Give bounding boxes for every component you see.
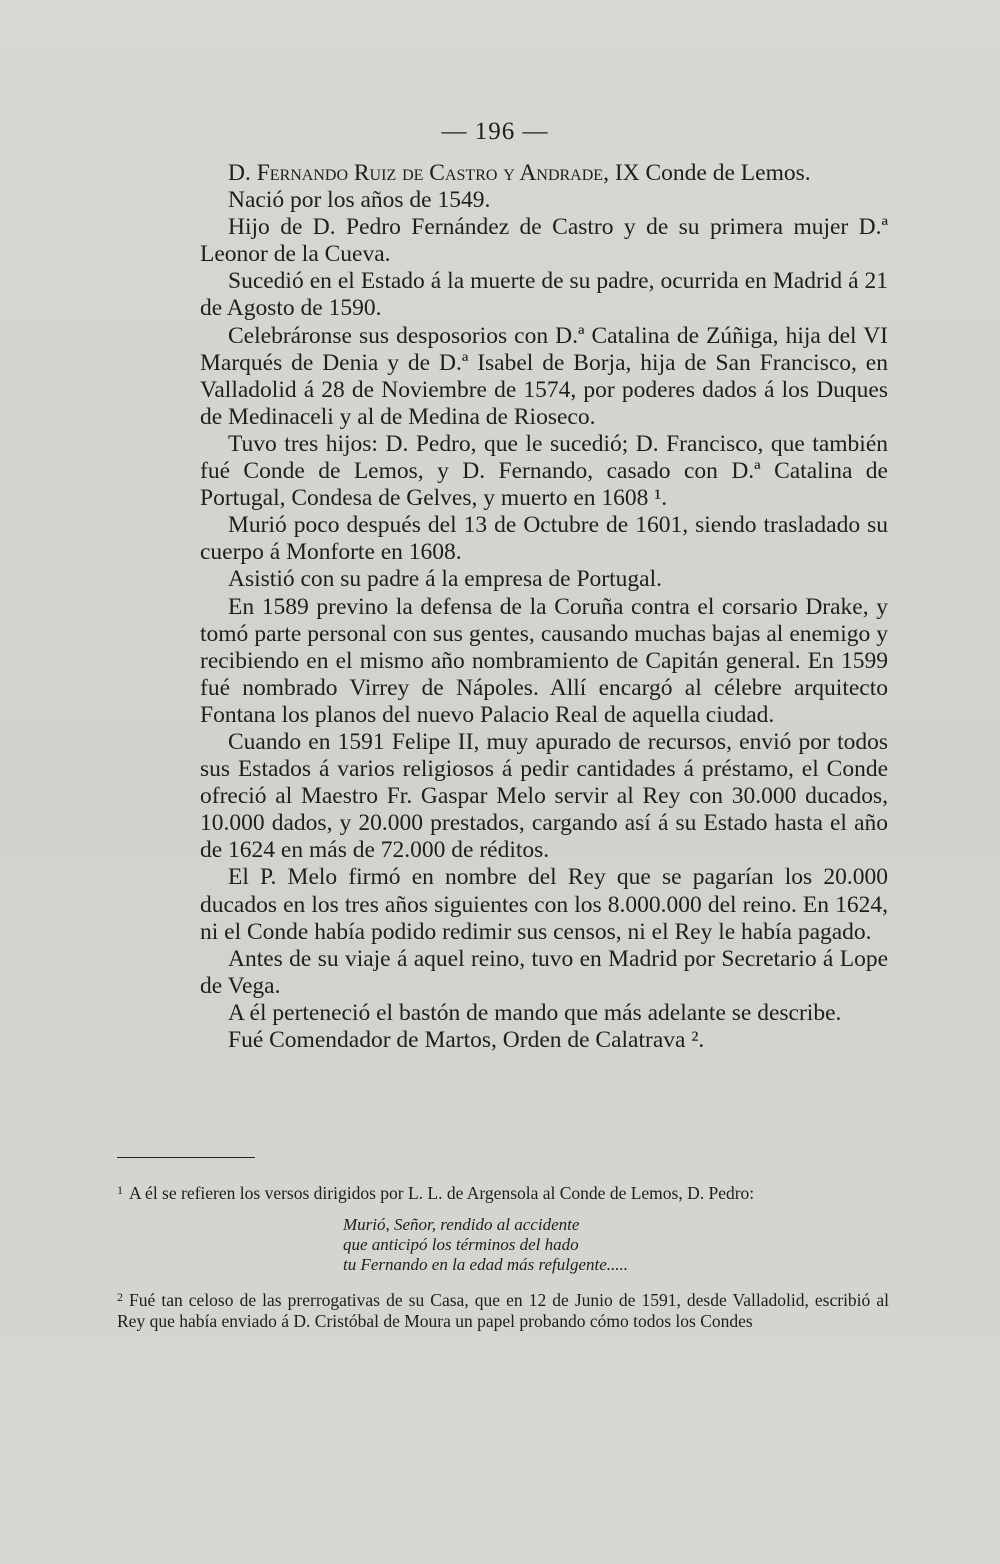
count-name: D. Fernando Ruiz de Castro y Andrade	[228, 160, 604, 186]
verse-quote	[343, 1215, 889, 1275]
paragraph-children: Tuvo tres hijos: D. Pedro, que le sucedió; D. Francisco, que también fué Conde de Lemos, y D. Fernando, casado con D.ª Catalina de Portugal, Condesa de Gelves, y muerto en 1608 ¹.	[200, 430, 888, 512]
verse-line: que anticipó los términos del hado	[343, 1234, 579, 1254]
footnote-2-mark: 2	[117, 1289, 123, 1304]
verse-line: Murió, Señor, rendido al accidente	[343, 1214, 580, 1234]
paragraph-lope: Antes de su viaje á aquel reino, tuvo en Madrid por Secretario á Lope de Vega.	[200, 945, 888, 999]
heading-paragraph	[200, 160, 888, 187]
footnote-1-mark: 1	[117, 1183, 123, 1197]
paragraph-portugal: Asistió con su padre á la empresa de Portugal.	[228, 566, 662, 593]
paragraph-succession: Sucedió en el Estado á la muerte de su padre, ocurrida en Madrid á 21 de Agosto de 1590.	[200, 268, 888, 322]
paragraph-parents: Hijo de D. Pedro Fernández de Castro y de su primera mujer D.ª Leonor de la Cueva.	[200, 214, 888, 268]
main-text	[200, 160, 888, 1054]
paragraph-melo: El P. Melo firmó en nombre del Rey que se pagarían los 20.000 ducados en los tres años siguientes con los 8.000.000 del reino. En 1624, ni el Conde había podido redimir sus censos, ni el Rey le había pagado.	[200, 864, 888, 945]
footnote-1-text: A él se refieren los versos dirigidos por L. L. de Argensola al Conde de Lemos, D. Pedro:	[129, 1183, 755, 1203]
paragraph-marriage: Celebráronse sus desposorios con D.ª Catalina de Zúñiga, hija del VI Marqués de Denia y de D.ª Isabel de Borja, hija de San Francisco, en Valladolid á 28 de Noviembre de 1574, por poderes dados á los Duques de Medinaceli y al de Medina de Rioseco.	[200, 322, 888, 430]
paragraph-birth: Nació por los años de 1549.	[228, 187, 491, 214]
paragraph-commander: Fué Comendador de Martos, Orden de Calatrava ².	[228, 1027, 705, 1053]
footnote-1	[117, 1180, 889, 1205]
verse-line: tu Fernando en la edad más refulgente.....	[343, 1254, 629, 1274]
footnote-2-text: Fué tan celoso de las prerrogativas de su Casa, que en 12 de Junio de 1591, desde Valladolid, escribió al Rey que había enviado á D. Cristóbal de Moura un papel probando cómo todos los Condes	[117, 1289, 889, 1331]
footnotes	[117, 1180, 889, 1333]
paragraph-loans: Cuando en 1591 Felipe II, muy apurado de recursos, envió por todos sus Estados á varios religiosos á pedir cantidades á préstamo, el Conde ofreció al Maestro Fr. Gaspar Melo servir al Rey con 30.000 ducados, 10.000 dados, y 20.000 prestados, cargando así á su Estado hasta el año de 1624 en más de 72.000 de réditos.	[200, 728, 888, 864]
paragraph-coruna: En 1589 previno la defensa de la Coruña contra el corsario Drake, y tomó parte personal con sus gentes, causando muchas bajas al enemigo y recibiendo en el mismo año nombramiento de Capitán general. En 1599 fué nombrado Virrey de Nápoles. Allí encargó al célebre arquitecto Fontana los planos del nuevo Palacio Real de aquella ciudad.	[200, 593, 888, 728]
paragraph-baton: A él perteneció el bastón de mando que más adelante se describe.	[228, 999, 842, 1026]
footnote-2	[117, 1287, 889, 1333]
footnote-divider	[117, 1157, 255, 1158]
count-title: , IX Conde de Lemos.	[603, 160, 811, 186]
page-number: — 196 —	[441, 118, 549, 145]
paragraph-death: Murió poco después del 13 de Octubre de 1601, siendo trasladado su cuerpo á Monforte en 1608.	[200, 512, 888, 566]
